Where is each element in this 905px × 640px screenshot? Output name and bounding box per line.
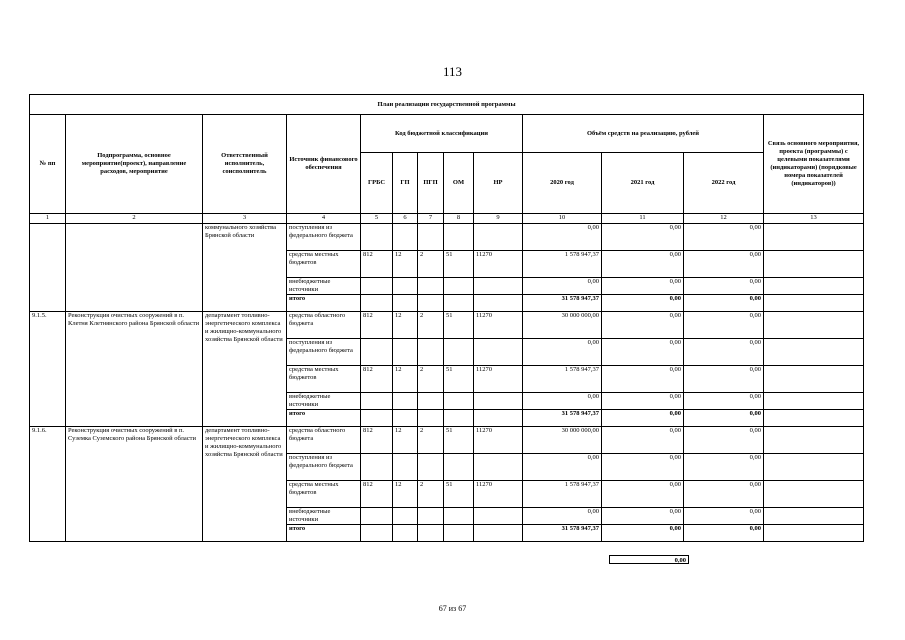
value-2021-cell: 0,00: [602, 295, 684, 312]
value-2020-cell: 31 578 947,37: [523, 410, 602, 427]
program-cell: [66, 224, 203, 312]
pgp-cell: 2: [418, 366, 444, 393]
pgp-cell: [418, 295, 444, 312]
column-number: 9: [474, 214, 523, 224]
gp-cell: [393, 508, 418, 525]
header-budget-code: Код бюджетной классификации: [361, 115, 523, 153]
nr-cell: [474, 525, 523, 542]
header-executor: Ответственный исполнитель, соисполнитель: [203, 115, 287, 214]
gp-cell: [393, 454, 418, 481]
column-number: 13: [764, 214, 864, 224]
value-2022-cell: 0,00: [684, 427, 764, 454]
grbs-cell: 812: [361, 481, 393, 508]
program-cell: Реконструкция очистных сооружений в п. Клетня Клетнянского района Брянской области: [66, 312, 203, 427]
value-2022-cell: 0,00: [684, 525, 764, 542]
om-cell: [444, 278, 474, 295]
gp-cell: [393, 224, 418, 251]
nr-cell: [474, 508, 523, 525]
value-2020-cell: 0,00: [523, 339, 602, 366]
grbs-cell: [361, 295, 393, 312]
grbs-cell: 812: [361, 312, 393, 339]
column-number: 2: [66, 214, 203, 224]
source-cell: итого: [287, 410, 361, 427]
value-2021-cell: 0,00: [602, 366, 684, 393]
value-2021-cell: 0,00: [602, 410, 684, 427]
page-footer: 67 из 67: [438, 604, 467, 613]
header-grbs: ГРБС: [361, 153, 393, 214]
om-cell: 51: [444, 427, 474, 454]
header-num: № пп: [30, 115, 66, 214]
pgp-cell: [418, 454, 444, 481]
pgp-cell: [418, 393, 444, 410]
column-number: 11: [602, 214, 684, 224]
value-2022-cell: 0,00: [684, 454, 764, 481]
nr-cell: [474, 410, 523, 427]
below-total-cell: 0,00: [609, 555, 689, 564]
nr-cell: 11270: [474, 251, 523, 278]
value-2021-cell: 0,00: [602, 224, 684, 251]
table-body: [30, 224, 864, 542]
om-cell: [444, 339, 474, 366]
gp-cell: 12: [393, 427, 418, 454]
link-cell: [764, 224, 864, 251]
value-2020-cell: 0,00: [523, 224, 602, 251]
source-cell: поступления из федерального бюджета: [287, 339, 361, 366]
header-program: Подпрограмма, основное мероприятие(проект), направление расходов, мероприятие: [66, 115, 203, 214]
source-cell: поступления из федерального бюджета: [287, 454, 361, 481]
column-number: 4: [287, 214, 361, 224]
value-2022-cell: 0,00: [684, 295, 764, 312]
om-cell: 51: [444, 481, 474, 508]
value-2022-cell: 0,00: [684, 366, 764, 393]
value-2021-cell: 0,00: [602, 251, 684, 278]
grbs-cell: [361, 454, 393, 481]
column-number: 8: [444, 214, 474, 224]
nr-cell: 11270: [474, 366, 523, 393]
executor-cell: департамент топливно-энергетического комплекса и жилищно-коммунального хозяйства Брянской области: [203, 312, 287, 427]
pgp-cell: [418, 508, 444, 525]
gp-cell: 12: [393, 312, 418, 339]
nr-cell: 11270: [474, 481, 523, 508]
header-om: ОМ: [444, 153, 474, 214]
gp-cell: [393, 339, 418, 366]
value-2021-cell: 0,00: [602, 393, 684, 410]
value-2020-cell: 1 578 947,37: [523, 481, 602, 508]
source-cell: средства местных бюджетов: [287, 251, 361, 278]
link-cell: [764, 508, 864, 525]
source-cell: итого: [287, 295, 361, 312]
value-2020-cell: 0,00: [523, 278, 602, 295]
value-2022-cell: 0,00: [684, 278, 764, 295]
value-2021-cell: 0,00: [602, 454, 684, 481]
source-cell: внебюджетные источники: [287, 508, 361, 525]
value-2021-cell: 0,00: [602, 525, 684, 542]
source-cell: поступления из федерального бюджета: [287, 224, 361, 251]
value-2020-cell: 31 578 947,37: [523, 525, 602, 542]
link-cell: [764, 339, 864, 366]
num-cell: 9.1.5.: [30, 312, 66, 427]
grbs-cell: 812: [361, 251, 393, 278]
nr-cell: [474, 339, 523, 366]
grbs-cell: 812: [361, 427, 393, 454]
link-cell: [764, 454, 864, 481]
source-cell: средства областного бюджета: [287, 427, 361, 454]
table-row: [30, 427, 864, 454]
source-cell: средства местных бюджетов: [287, 366, 361, 393]
value-2022-cell: 0,00: [684, 339, 764, 366]
pgp-cell: [418, 278, 444, 295]
plan-title: План реализации государственной программы: [30, 95, 864, 115]
value-2021-cell: 0,00: [602, 312, 684, 339]
link-cell: [764, 393, 864, 410]
link-cell: [764, 410, 864, 427]
gp-cell: [393, 525, 418, 542]
num-cell: [30, 224, 66, 312]
value-2020-cell: 30 000 000,00: [523, 312, 602, 339]
link-cell: [764, 525, 864, 542]
grbs-cell: 812: [361, 366, 393, 393]
om-cell: [444, 224, 474, 251]
column-number: 10: [523, 214, 602, 224]
value-2022-cell: 0,00: [684, 508, 764, 525]
value-2022-cell: 0,00: [684, 312, 764, 339]
gp-cell: [393, 295, 418, 312]
gp-cell: [393, 278, 418, 295]
link-cell: [764, 481, 864, 508]
om-cell: [444, 508, 474, 525]
page-number: 113: [442, 64, 463, 79]
value-2020-cell: 0,00: [523, 508, 602, 525]
om-cell: [444, 410, 474, 427]
pgp-cell: [418, 410, 444, 427]
source-cell: внебюджетные источники: [287, 278, 361, 295]
source-cell: средства местных бюджетов: [287, 481, 361, 508]
value-2020-cell: 30 000 000,00: [523, 427, 602, 454]
header-2021: 2021 год: [602, 153, 684, 214]
header-pgp: ПГП: [418, 153, 444, 214]
source-cell: итого: [287, 525, 361, 542]
om-cell: [444, 454, 474, 481]
om-cell: 51: [444, 251, 474, 278]
value-2021-cell: 0,00: [602, 508, 684, 525]
pgp-cell: [418, 224, 444, 251]
executor-cell: коммунального хозяйства Брянской области: [203, 224, 287, 312]
source-cell: средства областного бюджета: [287, 312, 361, 339]
value-2020-cell: 1 578 947,37: [523, 251, 602, 278]
pgp-cell: 2: [418, 251, 444, 278]
header-nr: НР: [474, 153, 523, 214]
header-gp: ГП: [393, 153, 418, 214]
column-number: 1: [30, 214, 66, 224]
nr-cell: [474, 278, 523, 295]
value-2021-cell: 0,00: [602, 278, 684, 295]
grbs-cell: [361, 525, 393, 542]
pgp-cell: 2: [418, 481, 444, 508]
header-2022: 2022 год: [684, 153, 764, 214]
gp-cell: [393, 393, 418, 410]
nr-cell: 11270: [474, 312, 523, 339]
om-cell: 51: [444, 366, 474, 393]
header-source: Источник финансового обеспечения: [287, 115, 361, 214]
value-2021-cell: 0,00: [602, 339, 684, 366]
executor-cell: департамент топливно-энергетического комплекса и жилищно-коммунального хозяйства Брянской области: [203, 427, 287, 542]
pgp-cell: 2: [418, 427, 444, 454]
column-number: 12: [684, 214, 764, 224]
header-link: Связь основного мероприятия, проекта (программы) с целевыми показателями (индикаторами) (порядковые номера показателей (индикаторов)): [764, 115, 864, 214]
gp-cell: 12: [393, 481, 418, 508]
column-number: 3: [203, 214, 287, 224]
value-2020-cell: 0,00: [523, 393, 602, 410]
column-number: 6: [393, 214, 418, 224]
value-2022-cell: 0,00: [684, 481, 764, 508]
nr-cell: [474, 295, 523, 312]
budget-plan-table: [29, 94, 864, 542]
value-2022-cell: 0,00: [684, 251, 764, 278]
gp-cell: 12: [393, 251, 418, 278]
value-2020-cell: 0,00: [523, 454, 602, 481]
value-2020-cell: 31 578 947,37: [523, 295, 602, 312]
column-number: 5: [361, 214, 393, 224]
link-cell: [764, 278, 864, 295]
om-cell: [444, 525, 474, 542]
grbs-cell: [361, 393, 393, 410]
value-2021-cell: 0,00: [602, 427, 684, 454]
om-cell: [444, 295, 474, 312]
link-cell: [764, 366, 864, 393]
table-row: [30, 312, 864, 339]
nr-cell: 11270: [474, 427, 523, 454]
pgp-cell: 2: [418, 312, 444, 339]
value-2022-cell: 0,00: [684, 410, 764, 427]
value-2021-cell: 0,00: [602, 481, 684, 508]
om-cell: 51: [444, 312, 474, 339]
column-number: 7: [418, 214, 444, 224]
link-cell: [764, 295, 864, 312]
source-cell: внебюджетные источники: [287, 393, 361, 410]
grbs-cell: [361, 278, 393, 295]
value-2022-cell: 0,00: [684, 224, 764, 251]
nr-cell: [474, 454, 523, 481]
grbs-cell: [361, 339, 393, 366]
link-cell: [764, 427, 864, 454]
table-row: [30, 224, 864, 251]
gp-cell: 12: [393, 366, 418, 393]
om-cell: [444, 393, 474, 410]
grbs-cell: [361, 224, 393, 251]
nr-cell: [474, 393, 523, 410]
value-2022-cell: 0,00: [684, 393, 764, 410]
grbs-cell: [361, 410, 393, 427]
link-cell: [764, 251, 864, 278]
gp-cell: [393, 410, 418, 427]
num-cell: 9.1.6.: [30, 427, 66, 542]
value-2020-cell: 1 578 947,37: [523, 366, 602, 393]
header-volume: Объём средств на реализацию, рублей: [523, 115, 764, 153]
pgp-cell: [418, 525, 444, 542]
nr-cell: [474, 224, 523, 251]
grbs-cell: [361, 508, 393, 525]
header-2020: 2020 год: [523, 153, 602, 214]
link-cell: [764, 312, 864, 339]
program-cell: Реконструкция очистных сооружений в п. Суземка Суземского района Брянской области: [66, 427, 203, 542]
pgp-cell: [418, 339, 444, 366]
